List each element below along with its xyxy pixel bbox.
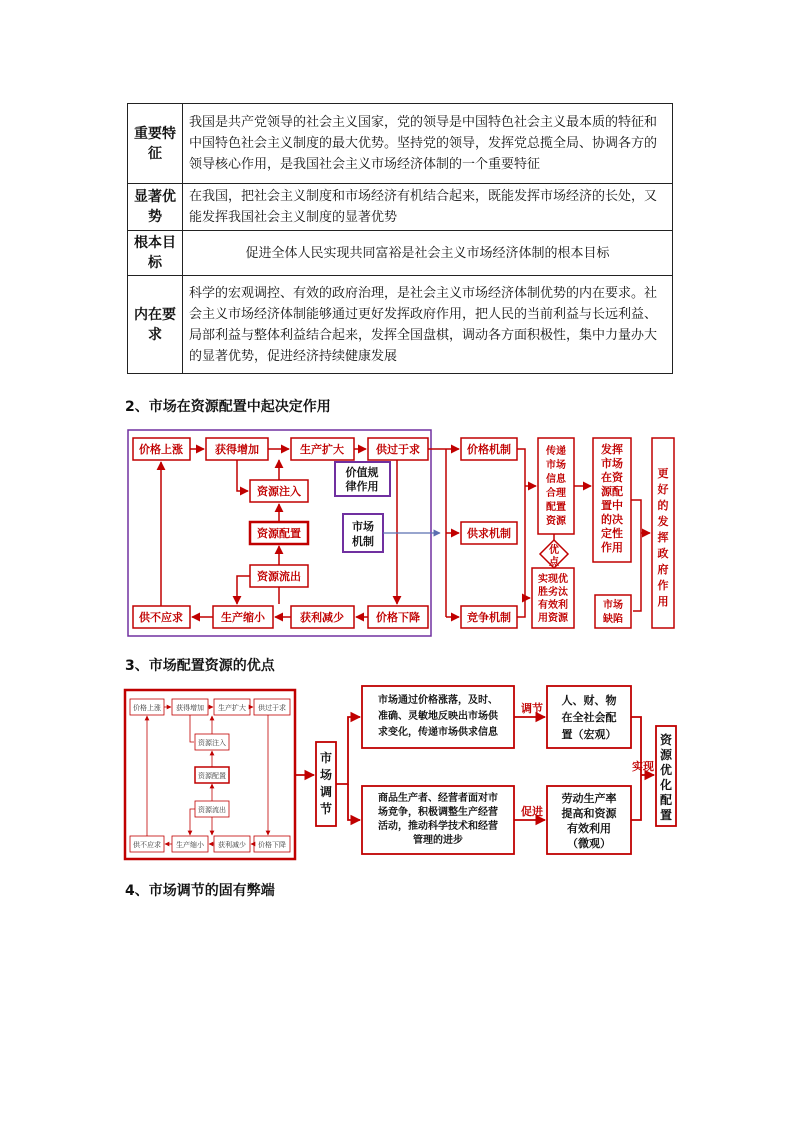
label-market-reg: 场 xyxy=(319,768,333,782)
mini-label: 价格上涨 xyxy=(133,704,161,712)
mini-label: 价格下降 xyxy=(258,841,286,849)
label-transmit: 传递 xyxy=(546,446,566,457)
label-better-gov: 好 xyxy=(657,483,669,496)
label-better-gov: 更 xyxy=(657,467,669,480)
label-decisive: 市场 xyxy=(601,457,623,470)
row-head: 重要特征 xyxy=(128,104,183,184)
label-better-gov: 作 xyxy=(657,579,669,592)
label-price-up: 价格上涨 xyxy=(139,443,183,456)
label-market-reg: 节 xyxy=(319,802,333,816)
label-supply-short: 供不应求 xyxy=(139,611,183,624)
label-res-in: 资源注入 xyxy=(257,485,301,498)
label-market-reg: 调 xyxy=(319,785,333,799)
mini-label: 资源配置 xyxy=(198,772,226,780)
mini-label: 资源注入 xyxy=(198,739,226,747)
label-people: 在全社会配 xyxy=(561,711,617,724)
label-info: 准确、灵敏地反映出市场供 xyxy=(378,711,498,722)
mini-label: 生产缩小 xyxy=(176,841,204,849)
label-survival: 实现优 xyxy=(538,574,568,585)
label-transmit: 配置 xyxy=(546,502,566,513)
label-transmit: 信息 xyxy=(546,474,566,485)
label-advantage: 优 xyxy=(549,545,559,556)
label-people: 人、财、物 xyxy=(561,694,617,707)
row-body: 我国是共产党领导的社会主义国家，党的领导是中国特色社会主义最本质的特征和中国特色社会主义制度的最大优势。坚持党的领导，发挥党总揽全局、协调各方的领导核心作用，是我国社会主义市场经济体制的一个重要特征 xyxy=(183,104,673,184)
section-heading-3: 3、市场配置资源的优点 xyxy=(125,658,275,674)
label-advantage: 点 xyxy=(549,557,559,568)
label-comp-mech: 竞争机制 xyxy=(467,611,511,624)
label-survival: 胜劣汰 xyxy=(538,587,568,598)
label-profit-down: 获利减少 xyxy=(300,611,344,624)
label-transmit: 合理 xyxy=(546,488,566,499)
label-better-gov: 府 xyxy=(657,563,669,576)
label-tiao: 调节 xyxy=(521,702,543,715)
label-transmit: 市场 xyxy=(546,460,566,471)
label-better-gov: 用 xyxy=(657,595,669,608)
label-comp: 商品生产者、经营者面对市 xyxy=(378,793,498,804)
label-transmit: 资源 xyxy=(546,516,566,527)
label-value-law: 价值规 xyxy=(345,466,379,479)
mini-label: 供过于求 xyxy=(258,704,286,712)
label-supply-exceed: 供过于求 xyxy=(376,443,420,456)
label-decisive: 源配 xyxy=(601,485,623,498)
label-market-reg: 市 xyxy=(319,751,333,765)
mini-label: 资源流出 xyxy=(198,806,226,814)
label-shixian: 实现 xyxy=(632,760,654,773)
row-body: 促进全体人民实现共同富裕是社会主义市场经济体制的根本目标 xyxy=(183,231,673,276)
label-better-gov: 发 xyxy=(657,515,669,528)
label-better-gov: 政 xyxy=(657,547,669,560)
label-info: 求变化，传递市场供求信息 xyxy=(378,727,498,738)
row-head: 显著优势 xyxy=(128,184,183,231)
label-optim: 化 xyxy=(659,778,673,792)
mini-label: 供不应求 xyxy=(133,841,161,849)
label-cujin: 促进 xyxy=(521,805,543,818)
row-body: 在我国，把社会主义制度和市场经济有机结合起来，既能发挥市场经济的长处，又能发挥我国社会主义制度的显著优势 xyxy=(183,184,673,231)
label-decisive: 发挥 xyxy=(601,443,623,456)
label-decisive: 的决 xyxy=(601,513,623,526)
label-decisive: 作用 xyxy=(601,541,623,554)
label-profit-up: 获得增加 xyxy=(215,443,259,456)
label-prod-shrink: 生产缩小 xyxy=(221,611,265,624)
label-value-law: 律作用 xyxy=(345,480,379,493)
section-heading-2: 2、市场在资源配置中起决定作用 xyxy=(125,399,331,415)
mini-label: 获利减少 xyxy=(218,841,246,849)
label-labor: 有效利用 xyxy=(567,822,611,835)
label-comp: 管理的进步 xyxy=(413,835,463,846)
label-labor: 劳动生产率 xyxy=(561,792,617,805)
label-info: 市场通过价格涨落，及时、 xyxy=(378,695,498,706)
label-res-out: 资源流出 xyxy=(257,570,301,583)
label-optim: 资 xyxy=(659,733,673,747)
label-res-alloc: 资源配置 xyxy=(257,527,301,540)
label-decisive: 置中 xyxy=(601,499,623,512)
row-head: 根本目标 xyxy=(128,231,183,276)
label-labor: （微观） xyxy=(567,837,611,850)
label-sd-mech: 供求机制 xyxy=(467,527,511,540)
mini-label: 获得增加 xyxy=(176,704,204,712)
label-people: 置（宏观） xyxy=(561,728,617,741)
label-price-mech: 价格机制 xyxy=(467,443,511,456)
label-decisive: 定性 xyxy=(601,527,623,540)
row-head: 内在要求 xyxy=(128,276,183,374)
label-comp: 活动，推动科学技术和经营 xyxy=(378,821,498,832)
label-prod-expand: 生产扩大 xyxy=(300,443,344,456)
label-market-mech: 市场 xyxy=(352,520,374,533)
label-price-down: 价格下降 xyxy=(376,611,420,624)
label-survival: 用资源 xyxy=(538,613,568,624)
label-labor: 提高和资源 xyxy=(561,807,617,820)
mini-label: 生产扩大 xyxy=(218,704,246,712)
label-better-gov: 的 xyxy=(657,499,669,512)
label-comp: 场竞争，积极调整生产经营 xyxy=(378,807,498,818)
label-optim: 置 xyxy=(659,808,673,822)
row-body: 科学的宏观调控、有效的政府治理，是社会主义市场经济体制优势的内在要求。社会主义市场经济体制能够通过更好发挥政府作用，把人民的当前利益与长远利益、局部利益与整体利益结合起来，发挥全国盘棋，调动各方面积极性，集中力量办大的显著优势，促进经济持续健康发展 xyxy=(183,276,673,374)
label-failure: 市场 xyxy=(603,600,623,611)
label-failure: 缺陷 xyxy=(603,614,623,625)
section-heading-4: 4、市场调节的固有弊端 xyxy=(125,883,275,899)
label-survival: 有效利 xyxy=(538,600,568,611)
label-optim: 优 xyxy=(659,763,673,777)
label-better-gov: 挥 xyxy=(657,531,669,544)
label-optim: 配 xyxy=(659,793,673,807)
label-decisive: 在资 xyxy=(601,471,623,484)
label-market-mech: 机制 xyxy=(352,535,374,548)
label-optim: 源 xyxy=(659,748,673,762)
